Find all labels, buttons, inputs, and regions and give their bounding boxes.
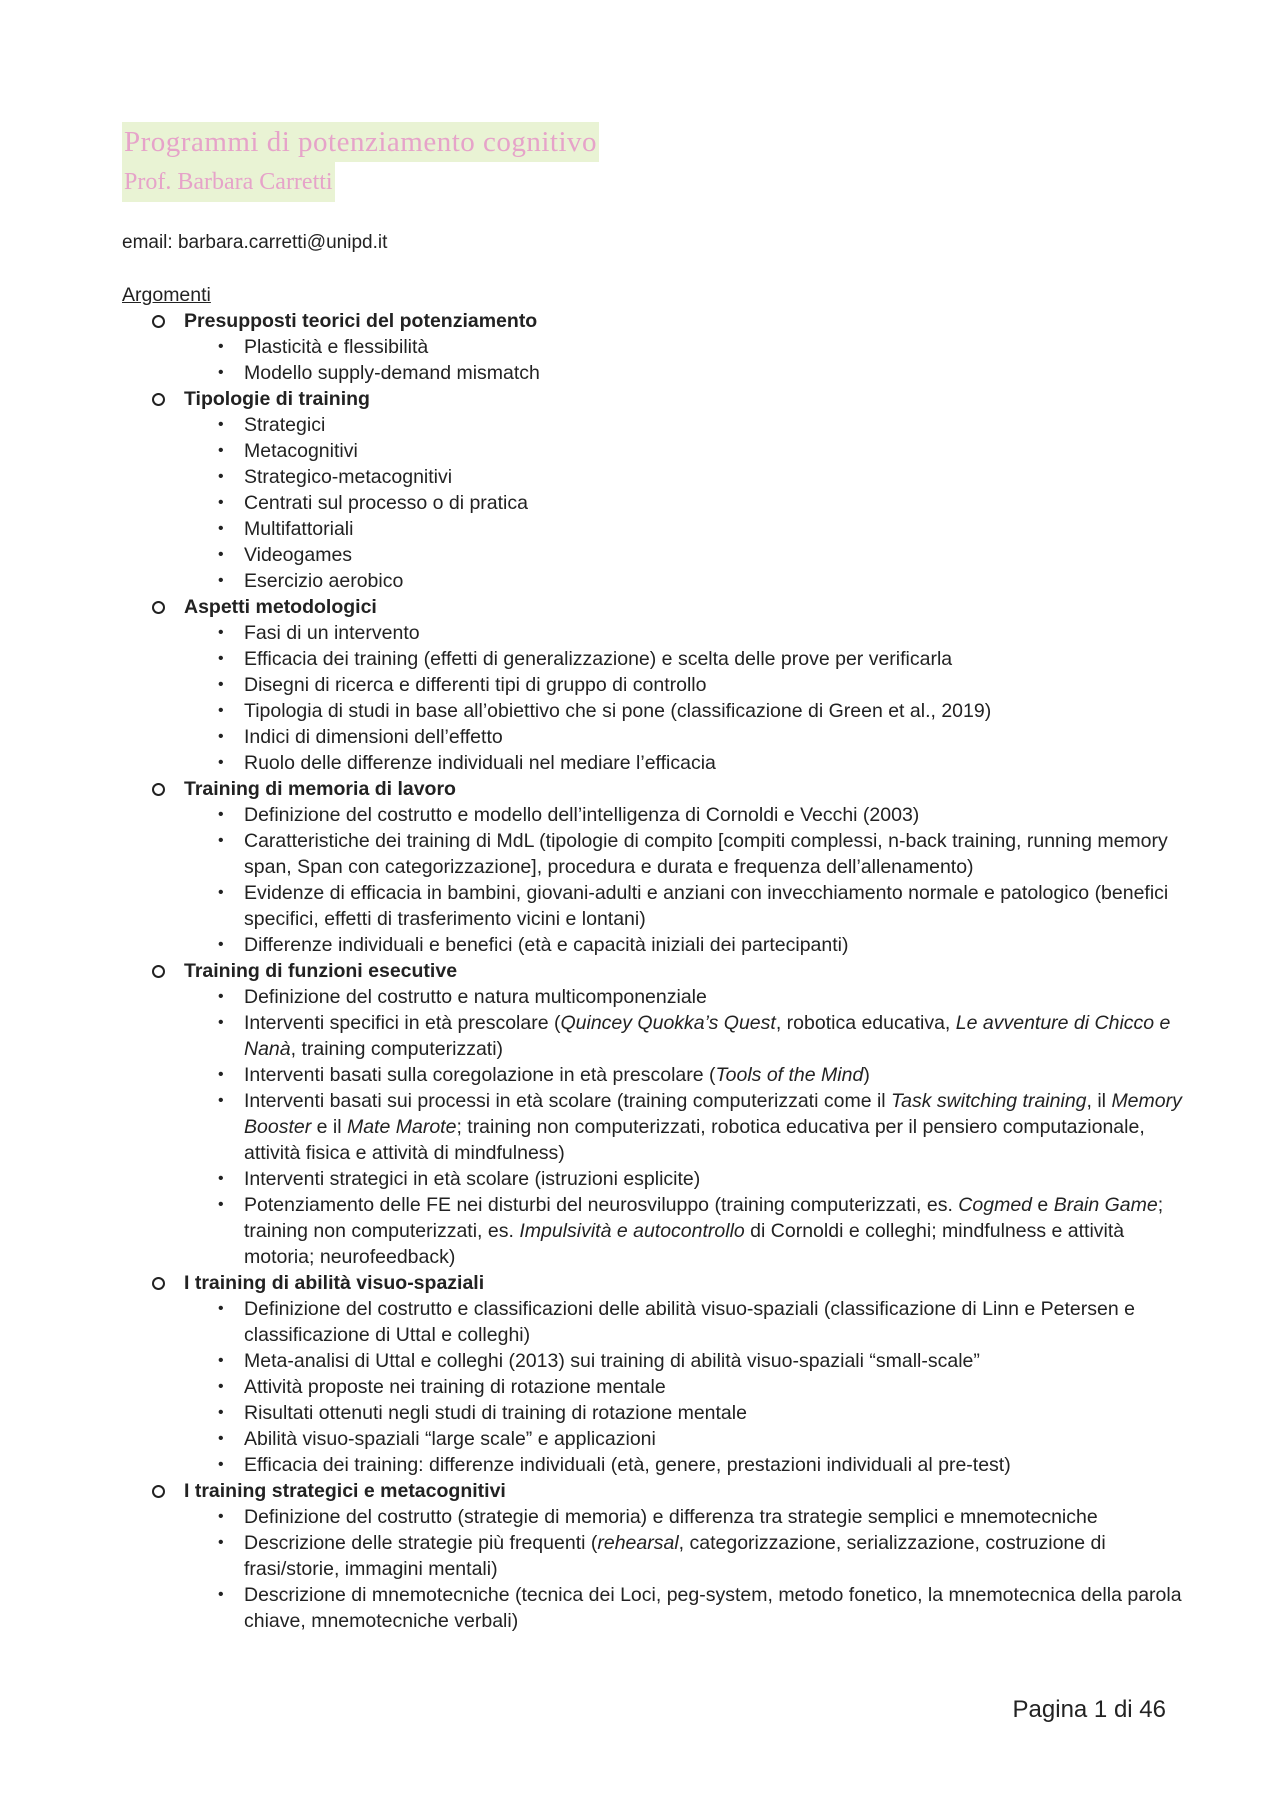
bullet-icon: • (218, 728, 224, 745)
topic-title: I training strategici e metacognitivi (184, 1480, 506, 1502)
bullet-icon: • (218, 988, 224, 1005)
email-line: email: barbara.carretti@unipd.it (122, 232, 388, 253)
text-segment: Strategico-metacognitivi (244, 466, 453, 488)
bullet-icon: • (218, 546, 224, 563)
bullet-icon: • (218, 1352, 224, 1369)
text-segment: e (1032, 1194, 1054, 1216)
text-segment: Caratteristiche dei training di MdL (tipologie di compito [compiti complessi, n-back training, running memory span, Span con categorizzazione], procedura e durata e frequenza dell’allenamento) (244, 830, 1168, 878)
text-segment: Efficacia dei training: differenze individuali (età, genere, prestazioni individuali al pre-test) (244, 1454, 1011, 1476)
subtopic-item (184, 1348, 1182, 1374)
bullet-icon: • (218, 442, 224, 459)
topic-title: I training di abilità visuo-spaziali (184, 1272, 485, 1294)
bullet-icon: • (218, 1066, 224, 1083)
subtopic-list (184, 334, 1182, 386)
text-segment: Ruolo delle differenze individuali nel mediare l’efficacia (244, 752, 716, 774)
text-segment: Descrizione delle strategie più frequenti ( (244, 1532, 598, 1554)
italic-text: Brain Game (1053, 1194, 1158, 1216)
topic-item (122, 386, 1182, 594)
italic-text: rehearsal (597, 1532, 679, 1554)
bullet-icon: • (218, 624, 224, 641)
text-segment: Interventi specifici in età prescolare ( (244, 1012, 561, 1034)
text-segment: Interventi basati sui processi in età scolare (training computerizzati come il (244, 1090, 892, 1112)
subtopic-item (184, 984, 1182, 1010)
bullet-icon: • (218, 364, 224, 381)
subtopic-item (184, 1504, 1182, 1530)
page-number: Pagina 1 di 46 (1012, 1696, 1166, 1723)
topic-title: Aspetti metodologici (184, 596, 377, 618)
bullet-icon: • (218, 1586, 224, 1603)
bullet-icon: • (218, 936, 224, 953)
subtopic-item (184, 1530, 1182, 1582)
bullet-icon: • (218, 702, 224, 719)
bullet-icon: • (218, 1014, 224, 1031)
italic-text: Le avventure di Chicco e Nanà (244, 1012, 1171, 1060)
circle-bullet-icon (152, 965, 165, 978)
subtopic-item (184, 568, 1182, 594)
topic-title: Tipologie di training (184, 388, 370, 410)
text-segment: Tipologia di studi in base all’obiettivo che si pone (classificazione di Green et al., 2019) (244, 700, 992, 722)
bullet-icon: • (218, 1508, 224, 1525)
subtopic-item (184, 646, 1182, 672)
subtopic-item (184, 516, 1182, 542)
text-segment: Plasticità e flessibilità (244, 336, 429, 358)
bullet-icon: • (218, 1430, 224, 1447)
bullet-icon: • (218, 416, 224, 433)
topic-item (122, 308, 1182, 386)
subtopic-item (184, 880, 1182, 932)
text-segment: Videogames (244, 544, 353, 566)
subtopic-item (184, 1062, 1182, 1088)
italic-text: Tools of the Mind (715, 1064, 864, 1086)
subtopic-item (184, 1452, 1182, 1478)
text-segment: Fasi di un intervento (244, 622, 420, 644)
topic-item (122, 594, 1182, 776)
italic-text: Impulsività e autocontrollo (519, 1220, 745, 1242)
subtopic-item (184, 828, 1182, 880)
bullet-icon: • (218, 1456, 224, 1473)
bullet-icon: • (218, 1196, 224, 1213)
text-segment: , categorizzazione, serializzazione, costruzione di frasi/storie, immagini mentali) (244, 1532, 1106, 1580)
text-segment: di Cornoldi e colleghi; mindfulness e attività motoria; neurofeedback) (244, 1220, 1125, 1268)
circle-bullet-icon (152, 315, 165, 328)
text-segment: Meta-analisi di Uttal e colleghi (2013) sui training di abilità visuo-spaziali “small-scale” (244, 1350, 980, 1372)
text-segment: ; training non computerizzati, es. (244, 1194, 1164, 1242)
text-segment: Indici di dimensioni dell’effetto (244, 726, 503, 748)
topics-outline (122, 282, 1182, 1634)
text-segment: ; training non computerizzati, robotica educativa per il pensiero computazionale, attività fisica e attività di mindfulness) (244, 1116, 1145, 1164)
subtopic-item (184, 1296, 1182, 1348)
circle-bullet-icon (152, 1277, 165, 1290)
subtopic-item (184, 724, 1182, 750)
text-segment: ) (863, 1064, 870, 1086)
bullet-icon: • (218, 1378, 224, 1395)
subtopic-item (184, 802, 1182, 828)
text-segment: Definizione del costrutto e classificazioni delle abilità visuo-spaziali (classificazione di Linn e Petersen e classificazione di Uttal e colleghi) (244, 1298, 1135, 1346)
bullet-icon: • (218, 1534, 224, 1551)
document-title: Programmi di potenziamento cognitivo (122, 122, 599, 162)
subtopic-item (184, 1088, 1182, 1166)
text-segment: Descrizione di mnemotecniche (tecnica dei Loci, peg-system, metodo fonetico, la mnemotecnica della parola chiave, mnemotecniche verbali) (244, 1584, 1182, 1632)
bullet-icon: • (218, 806, 224, 823)
bullet-icon: • (218, 884, 224, 901)
text-segment: Disegni di ricerca e differenti tipi di gruppo di controllo (244, 674, 707, 696)
subtopic-item (184, 412, 1182, 438)
subtopic-item (184, 698, 1182, 724)
text-segment: Metacognitivi (244, 440, 358, 462)
text-segment: , training computerizzati) (290, 1038, 504, 1060)
text-segment: Definizione del costrutto e natura multicomponenziale (244, 986, 707, 1008)
subtopic-item (184, 334, 1182, 360)
italic-text: Quincey Quokka’s Quest (560, 1012, 776, 1034)
circle-bullet-icon (152, 601, 165, 614)
text-segment: Abilità visuo-spaziali “large scale” e applicazioni (244, 1428, 656, 1450)
italic-text: Task switching training (891, 1090, 1087, 1112)
bullet-icon: • (218, 676, 224, 693)
topic-title: Training di funzioni esecutive (184, 960, 458, 982)
text-segment: , il (1086, 1090, 1112, 1112)
text-segment: Esercizio aerobico (244, 570, 404, 592)
italic-text: Mate Marote (346, 1116, 457, 1138)
text-segment: Risultati ottenuti negli studi di training di rotazione mentale (244, 1402, 747, 1424)
topic-title: Presupposti teorici del potenziamento (184, 310, 538, 332)
bullet-icon: • (218, 1300, 224, 1317)
subtopic-item (184, 1426, 1182, 1452)
subtopic-item (184, 1010, 1182, 1062)
subtopic-list (184, 412, 1182, 594)
bullet-icon: • (218, 520, 224, 537)
circle-bullet-icon (152, 393, 165, 406)
subtopic-item (184, 750, 1182, 776)
subtopic-list (184, 802, 1182, 958)
text-segment: Definizione del costrutto e modello dell’intelligenza di Cornoldi e Vecchi (2003) (244, 804, 920, 826)
bullet-icon: • (218, 832, 224, 849)
text-segment: Strategici (244, 414, 326, 436)
section-heading: Argomenti (122, 284, 211, 306)
text-segment: Interventi basati sulla coregolazione in età prescolare ( (244, 1064, 716, 1086)
bullet-icon: • (218, 1404, 224, 1421)
italic-text: Cogmed (958, 1194, 1033, 1216)
bullet-icon: • (218, 1092, 224, 1109)
topic-title: Training di memoria di lavoro (184, 778, 456, 800)
subtopic-item (184, 672, 1182, 698)
topic-item (122, 1270, 1182, 1478)
professor-name: Prof. Barbara Carretti (122, 162, 335, 202)
bullet-icon: • (218, 468, 224, 485)
text-segment: Differenze individuali e benefici (età e capacità iniziali dei partecipanti) (244, 934, 849, 956)
topic-item (122, 776, 1182, 958)
text-segment: , robotica educativa, (775, 1012, 956, 1034)
bullet-icon: • (218, 650, 224, 667)
circle-bullet-icon (152, 1485, 165, 1498)
text-segment: Multifattoriali (244, 518, 354, 540)
subtopic-list (184, 620, 1182, 776)
topic-item (122, 1478, 1182, 1634)
subtopic-item (184, 360, 1182, 386)
subtopic-item (184, 620, 1182, 646)
subtopic-item (184, 490, 1182, 516)
text-segment: e il (311, 1116, 347, 1138)
subtopic-item (184, 1192, 1182, 1270)
bullet-icon: • (218, 754, 224, 771)
subtopic-item (184, 932, 1182, 958)
text-segment: Modello supply-demand mismatch (244, 362, 540, 384)
text-segment: Definizione del costrutto (strategie di memoria) e differenza tra strategie semplici e mnemotecniche (244, 1506, 1098, 1528)
italic-text: Memory Booster (244, 1090, 1182, 1138)
subtopic-list (184, 984, 1182, 1270)
text-segment: Attività proposte nei training di rotazione mentale (244, 1376, 666, 1398)
text-segment: Evidenze di efficacia in bambini, giovani-adulti e anziani con invecchiamento normale e patologico (benefici specifici, effetti di trasferimento vicini e lontani) (244, 882, 1169, 930)
subtopic-item (184, 542, 1182, 568)
subtopic-item (184, 1374, 1182, 1400)
subtopic-item (184, 1582, 1182, 1634)
title-block (122, 122, 599, 202)
bullet-icon: • (218, 494, 224, 511)
circle-bullet-icon (152, 783, 165, 796)
subtopic-item (184, 438, 1182, 464)
text-segment: Potenziamento delle FE nei disturbi del neurosviluppo (training computerizzati, es. (244, 1194, 959, 1216)
subtopic-item (184, 464, 1182, 490)
text-segment: Efficacia dei training (effetti di generalizzazione) e scelta delle prove per verificarla (244, 648, 953, 670)
text-segment: Interventi strategici in età scolare (istruzioni esplicite) (244, 1168, 701, 1190)
bullet-icon: • (218, 572, 224, 589)
bullet-icon: • (218, 1170, 224, 1187)
subtopic-list (184, 1504, 1182, 1634)
bullet-icon: • (218, 338, 224, 355)
subtopic-list (184, 1296, 1182, 1478)
subtopic-item (184, 1400, 1182, 1426)
text-segment: Centrati sul processo o di pratica (244, 492, 528, 514)
topic-list (122, 308, 1182, 1634)
topic-item (122, 958, 1182, 1270)
subtopic-item (184, 1166, 1182, 1192)
